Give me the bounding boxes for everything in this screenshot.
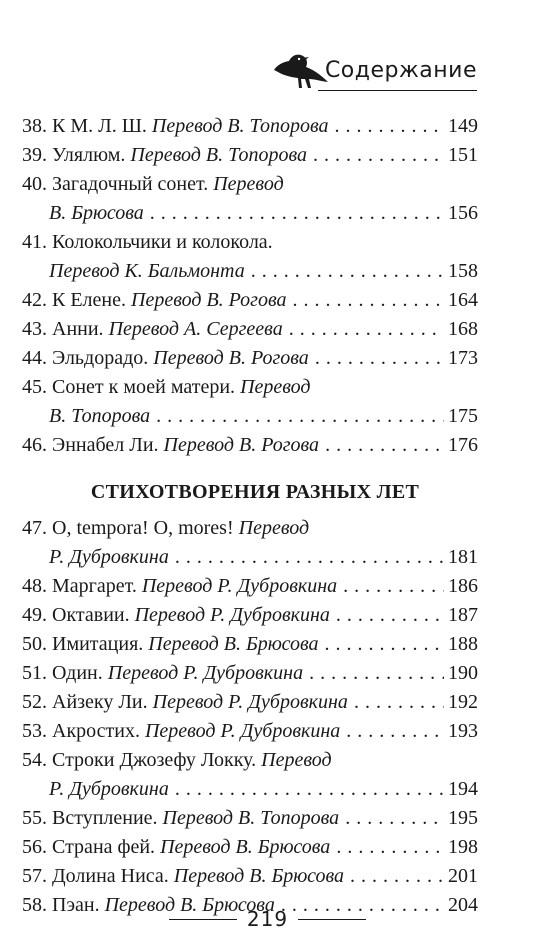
leader-dots xyxy=(293,286,444,315)
running-header xyxy=(0,40,535,100)
leader-dots xyxy=(175,543,444,572)
entry-translation: Перевод Р. Дубровкина xyxy=(141,575,338,597)
entry-translation-continued: Р. Дубровкина xyxy=(49,546,169,568)
entry-number: 38. xyxy=(22,115,47,137)
toc-entry xyxy=(22,344,478,373)
entry-number: 50. xyxy=(22,633,47,655)
entry-translation-continued: Р. Дубровкина xyxy=(49,778,169,800)
entry-number: 52. xyxy=(22,691,47,713)
footer-rule-left xyxy=(169,919,237,920)
leader-dots xyxy=(325,630,444,659)
toc-entry xyxy=(22,286,478,315)
entry-translation: Перевод В. Топорова xyxy=(130,144,308,166)
entry-translation: Перевод xyxy=(261,749,332,771)
entry-translation: Перевод В. Топорова xyxy=(162,807,340,829)
entry-page: 158 xyxy=(448,260,478,282)
entry-title: Эннабел Ли. xyxy=(52,434,159,456)
entry-title: Имитация. xyxy=(52,633,144,655)
entry-page: 156 xyxy=(448,202,478,224)
entry-translation: Перевод А. Сергеева xyxy=(108,318,283,340)
leader-dots xyxy=(350,862,444,891)
section-title: СТИХОТВОРЕНИЯ РАЗНЫХ ЛЕТ xyxy=(90,481,420,503)
page-number: 219 xyxy=(246,907,289,931)
toc-entry xyxy=(22,601,478,630)
entry-translation-continued: В. Топорова xyxy=(49,405,151,427)
entry-title: Долина Ниса. xyxy=(52,865,169,887)
table-of-contents xyxy=(22,112,478,920)
leader-dots xyxy=(313,141,444,170)
entry-page: 181 xyxy=(448,546,478,568)
entry-title: Акростих. xyxy=(52,720,140,742)
entry-translation: Перевод В. Рогова xyxy=(163,434,320,456)
entry-number: 46. xyxy=(22,434,47,456)
toc-entry xyxy=(22,804,478,833)
entry-page: 175 xyxy=(448,405,478,427)
toc-entry xyxy=(22,862,478,891)
leader-dots xyxy=(343,572,444,601)
entry-title: Один. xyxy=(52,662,103,684)
entry-title: Эльдорадо. xyxy=(52,347,149,369)
entry-page: 173 xyxy=(448,347,478,369)
entry-number: 44. xyxy=(22,347,47,369)
entry-translation: Перевод В. Рогова xyxy=(131,289,287,311)
entry-translation: Перевод xyxy=(213,173,284,195)
entry-title: Пэан. xyxy=(52,894,100,916)
entry-translation: Перевод В. Брюсова xyxy=(104,894,275,916)
leader-dots xyxy=(289,315,444,344)
entry-number: 43. xyxy=(22,318,47,340)
leader-dots xyxy=(150,199,444,228)
entry-number: 47. xyxy=(22,517,47,539)
entry-translation-continued: Перевод К. Бальмонта xyxy=(49,260,245,282)
entry-title: Анни. xyxy=(52,318,104,340)
entry-page: 190 xyxy=(448,662,478,684)
leader-dots xyxy=(336,833,444,862)
entry-title: Вступление. xyxy=(52,807,158,829)
entry-number: 48. xyxy=(22,575,47,597)
page-footer xyxy=(0,904,535,934)
entry-title: К М. Л. Ш. xyxy=(52,115,147,137)
leader-dots xyxy=(175,775,444,804)
entry-page: 195 xyxy=(448,807,478,829)
entry-translation: Перевод В. Брюсова xyxy=(148,633,319,655)
entry-translation: Перевод Р. Дубровкина xyxy=(107,662,304,684)
entry-translation: Перевод Р. Дубровкина xyxy=(134,604,330,626)
leader-dots xyxy=(335,112,444,141)
leader-dots xyxy=(309,659,444,688)
entry-number: 55. xyxy=(22,807,47,829)
entry-number: 51. xyxy=(22,662,47,684)
entry-page: 193 xyxy=(448,720,478,742)
entry-number: 49. xyxy=(22,604,47,626)
header-rule xyxy=(318,90,477,91)
toc-entry xyxy=(22,659,478,688)
entry-page: 194 xyxy=(448,778,478,800)
header-title: Содержание xyxy=(324,58,477,83)
entry-title: Октавии. xyxy=(52,604,130,626)
entry-translation: Перевод Р. Дубровкина xyxy=(152,691,348,713)
entry-title: Загадочный сонет. xyxy=(52,173,209,195)
leader-dots xyxy=(251,257,444,286)
leader-dots xyxy=(346,717,444,746)
entry-title: O, tempora! O, mores! xyxy=(52,517,234,539)
entry-translation: Перевод Р. Дубровкина xyxy=(144,720,341,742)
toc-entry xyxy=(22,572,478,601)
toc-entry xyxy=(22,373,478,431)
entry-translation: Перевод В. Топорова xyxy=(151,115,329,137)
leader-dots xyxy=(156,402,444,431)
leader-dots xyxy=(345,804,444,833)
leader-dots xyxy=(336,601,444,630)
toc-entry xyxy=(22,431,478,460)
entry-title: Строки Джозефу Локку. xyxy=(52,749,257,771)
entry-page: 204 xyxy=(448,894,478,916)
entry-number: 56. xyxy=(22,836,47,858)
entry-number: 58. xyxy=(22,894,47,916)
toc-entry xyxy=(22,228,478,286)
entry-page: 201 xyxy=(448,865,478,887)
entry-translation: Перевод В. Брюсова xyxy=(160,836,331,858)
entry-page: 176 xyxy=(448,434,478,456)
entry-number: 39. xyxy=(22,144,47,166)
entry-title: Страна фей. xyxy=(52,836,156,858)
entry-title: К Елене. xyxy=(52,289,126,311)
entry-page: 186 xyxy=(448,575,478,597)
entry-page: 168 xyxy=(448,318,478,340)
raven-icon xyxy=(268,48,332,92)
entry-page: 149 xyxy=(448,115,478,137)
entry-page: 192 xyxy=(448,691,478,713)
toc-entry xyxy=(22,141,478,170)
toc-entry xyxy=(22,688,478,717)
leader-dots xyxy=(354,688,444,717)
entry-page: 164 xyxy=(448,289,478,311)
toc-entry xyxy=(22,746,478,804)
entry-page: 187 xyxy=(448,604,478,626)
entry-number: 45. xyxy=(22,376,47,398)
toc-entry xyxy=(22,112,478,141)
toc-entry xyxy=(22,630,478,659)
entry-translation: Перевод В. Рогова xyxy=(153,347,309,369)
toc-entry xyxy=(22,170,478,228)
entry-title: Улялюм. xyxy=(52,144,126,166)
entry-number: 53. xyxy=(22,720,47,742)
entry-title: Маргарет. xyxy=(52,575,137,597)
entry-translation: Перевод xyxy=(240,376,311,398)
entry-translation: Перевод В. Брюсова xyxy=(173,865,345,887)
entry-translation: Перевод xyxy=(238,517,310,539)
leader-dots xyxy=(325,431,444,460)
leader-dots xyxy=(315,344,444,373)
entry-number: 57. xyxy=(22,865,47,887)
entry-number: 42. xyxy=(22,289,47,311)
entry-number: 41. xyxy=(22,231,47,253)
entry-title: Айзеку Ли. xyxy=(52,691,148,713)
footer-rule-right xyxy=(298,919,366,920)
entry-page: 188 xyxy=(448,633,478,655)
entry-title: Колокольчики и колокола. xyxy=(52,231,273,253)
entry-number: 40. xyxy=(22,173,47,195)
entry-page: 151 xyxy=(448,144,478,166)
toc-entry xyxy=(22,833,478,862)
entry-title: Сонет к моей матери. xyxy=(52,376,236,398)
entry-number: 54. xyxy=(22,749,47,771)
entry-translation-continued: В. Брюсова xyxy=(49,202,144,224)
entry-page: 198 xyxy=(448,836,478,858)
toc-entry xyxy=(22,315,478,344)
toc-entry xyxy=(22,514,478,572)
toc-entry xyxy=(22,717,478,746)
